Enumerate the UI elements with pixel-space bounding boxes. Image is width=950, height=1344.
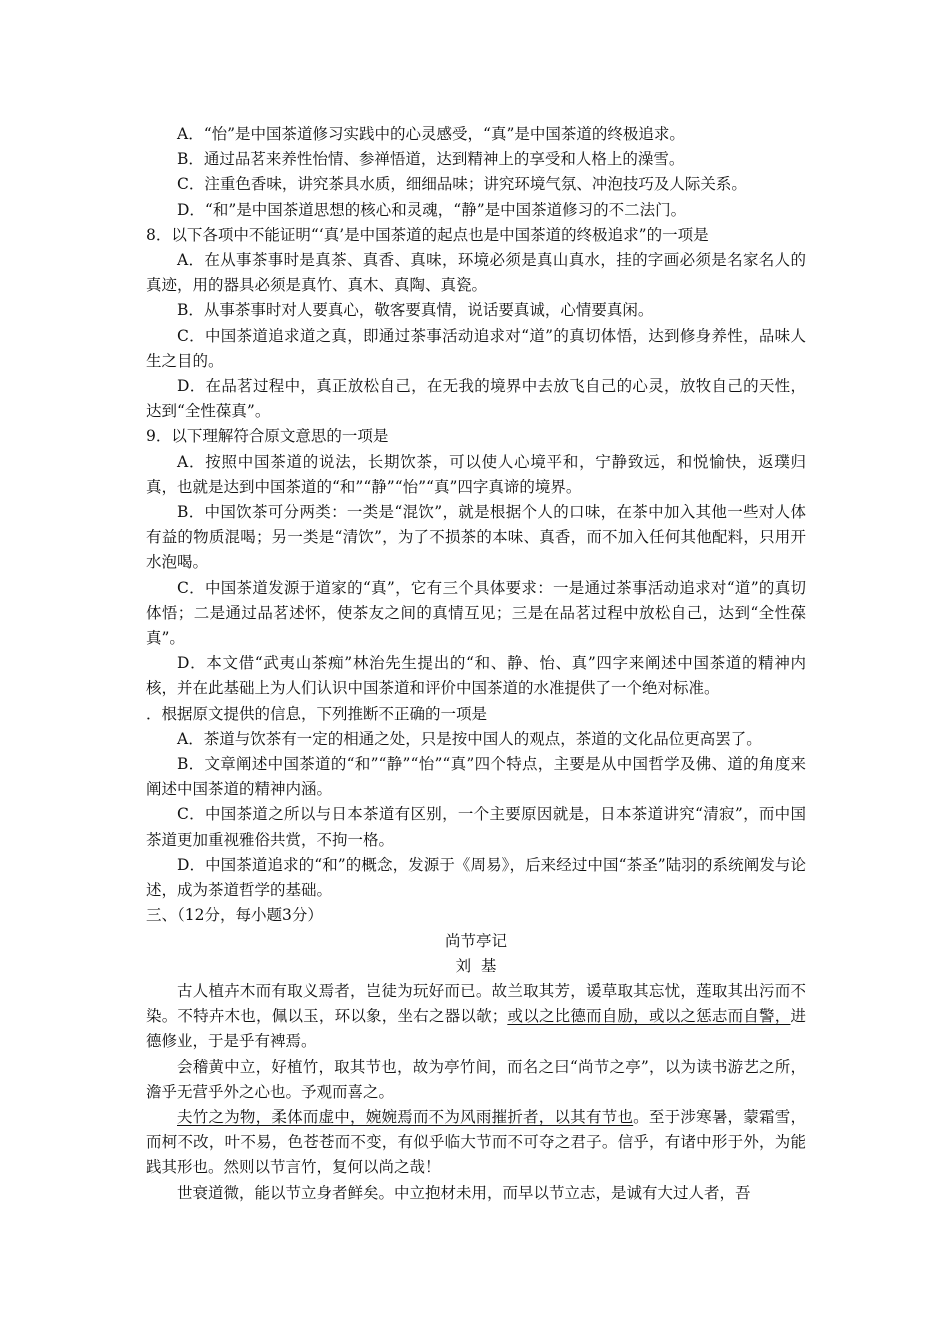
essay-author: 刘 基: [455, 956, 497, 975]
essay-paragraph-4: 世衰道微，能以节立身者鲜矣。中立抱材未用，而早以节立志，是诚有大过人者，吾: [177, 1183, 751, 1202]
q8-stem: 8．以下各项中不能证明“‘真’是中国茶道的起点也是中国茶道的终极追求”的一项是: [146, 225, 709, 244]
q7-option-d: D．“和”是中国茶道思想的核心和灵魂，“静”是中国茶道修习的不二法门。: [177, 200, 687, 219]
q9-option-c: C．中国茶道发源于道家的“真”，它有三个具体要求：一是通过茶事活动追求对“道”的真切体悟；二是通过品茗述怀，使茶友之间的真情互见；三是在品茗过程中放松自己，达到“全性葆真”。: [146, 578, 806, 648]
q8-option-a: A．在从事茶事时是真茶、真香、真味，环境必须是真山真水，挂的字画必须是名家名人的真迹，用的器具必须是真竹、真木、真陶、真瓷。: [146, 251, 806, 295]
q10-option-d: D．中国茶道追求的“和”的概念，发源于《周易》，后来经过中国“茶圣”陆羽的系统阐发与论述，成为茶道哲学的基础。: [146, 855, 806, 900]
q8-option-b: B．从事茶事时对人要真心，敬客要真情，说话要真诚，心情要真闲。: [177, 301, 654, 320]
q8-option-c: C．中国茶道追求道之真，即通过茶事活动追求对“道”的真切体悟，达到修身养性，品味人生之目的。: [146, 326, 806, 370]
essay-title: 尚节亭记: [444, 931, 507, 950]
essay-paragraph-3: [146, 1105, 806, 1181]
q10-option-b: B．文章阐述中国茶道的“和”“静”“怡”“真”四个特点，主要是从中国哲学及佛、道的角度来阐述中国茶道的精神内涵。: [146, 755, 806, 799]
essay-paragraph-2: 会稽黄中立，好植竹，取其节也，故为亭竹间，而名之曰“尚节之亭”，以为读书游艺之所，澹乎无营乎外之心也。予观而喜之。: [146, 1057, 806, 1101]
q9-option-b: B．中国饮茶可分两类：一类是“混饮”，就是根据个人的口味，在茶中加入其他一些对人体有益的物质混喝；另一类是“清饮”，为了不损茶的本味、真香，而不加入任何其他配料，只用开水泡喝。: [146, 503, 806, 572]
exam-page: [146, 122, 806, 1206]
q7-option-c: C．注重色香味，讲究茶具水质，细细品味；讲究环境气氛、冲泡技巧及人际关系。: [177, 175, 747, 194]
q9-option-d: D．本文借“武夷山茶痴”林治先生提出的“和、静、怡、真”四字来阐述中国茶道的精神内核，并在此基础上为人们认识中国茶道和评价中国茶道的水准提供了一个绝对标准。: [146, 654, 806, 698]
q9-option-a: A．按照中国茶道的说法，长期饮茶，可以使人心境平和，宁静致远，和悦愉快，返璞归真，也就是达到中国茶道的“和”“静”“怡”“真”四字真谛的境界。: [146, 452, 806, 496]
essay-p1-underlined: 或以之比德而自励，或以之惩志而自警，: [507, 1007, 791, 1026]
q10-option-a: A．茶道与饮茶有一定的相通之处，只是按中国人的观点，茶道的文化品位更高罢了。: [177, 729, 762, 748]
q10-stem: ．根据原文提供的信息，下列推断不正确的一项是: [146, 704, 488, 723]
essay-p3-tail: 。至于涉寒暑，蒙霜雪，而柯不改，叶不易，色苍苍而不变，有似乎临大节而不可夺之君子。信乎，有诸中形于外，为能践其形也。然则以节言竹，复何以尚之哉！: [146, 1107, 806, 1177]
q9-stem: 9．以下理解符合原文意思的一项是: [146, 427, 389, 446]
q7-option-b: B．通过品茗来养性怡情、参禅悟道，达到精神上的享受和人格上的澡雪。: [177, 150, 685, 169]
q10-option-c: C．中国茶道之所以与日本茶道有区别，一个主要原因就是，日本茶道讲究“清寂”，而中国茶道更加重视雅俗共赏，不拘一格。: [146, 805, 806, 849]
essay-p3-underlined: 夫竹之为物，柔体而虚中，婉婉焉而不为风雨摧折者，以其有节也: [177, 1107, 634, 1126]
q7-option-a: A．“怡”是中国茶道修习实践中的心灵感受，“真”是中国茶道的终极追求。: [177, 125, 685, 143]
q8-option-d: D．在品茗过程中，真正放松自己，在无我的境界中去放飞自己的心灵，放牧自己的天性，达到“全性葆真”。: [146, 377, 806, 421]
essay-p1-text: 古人植卉木而有取义焉者，岂徒为玩好而已。故兰取其芳，谖草取其忘忧，莲取其出污而不染。不特卉木也，佩以玉，环以象，坐右之器以欹；: [146, 981, 806, 1026]
essay-paragraph-1: [146, 979, 806, 1055]
section-heading: 三、（12分，每小题3分）: [146, 906, 323, 925]
essay-p1-tail: 进德修业，于是乎有裨焉。: [146, 1007, 806, 1051]
